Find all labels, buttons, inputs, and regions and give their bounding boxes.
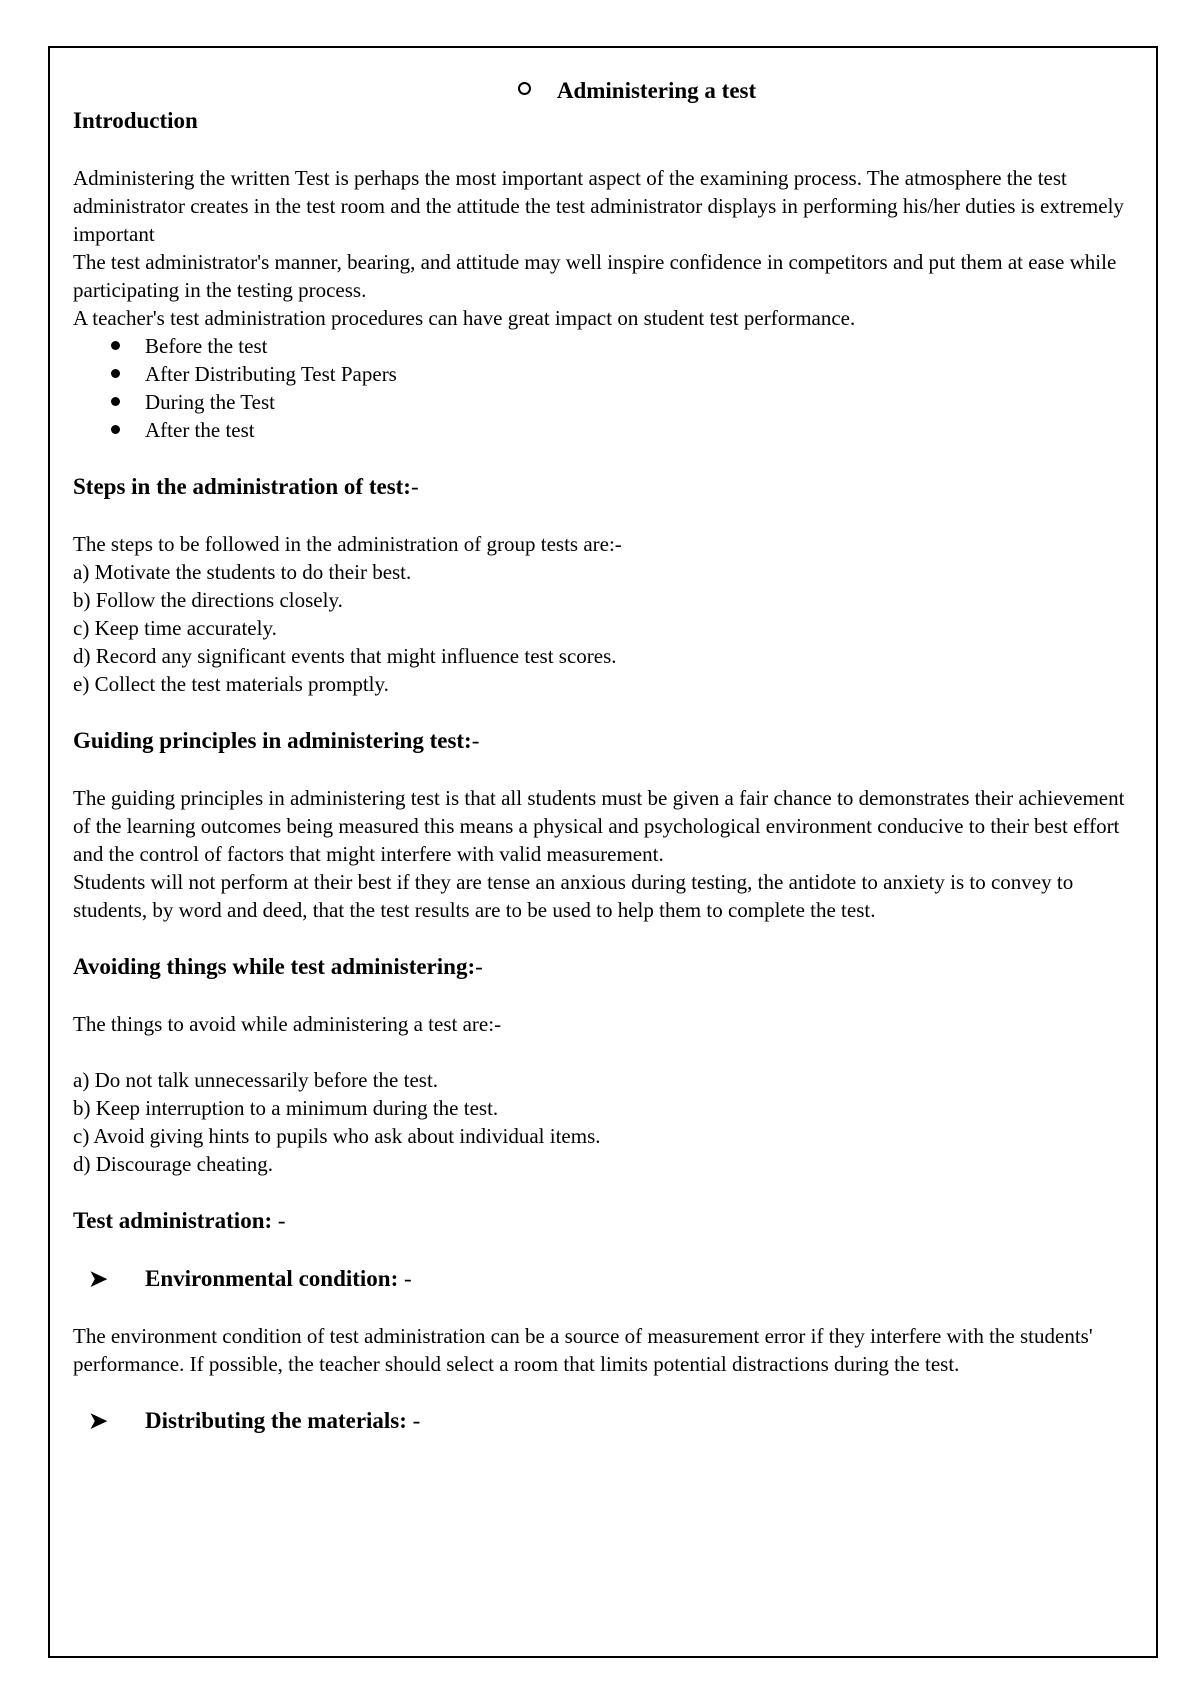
avoiding-heading: Avoiding things while test administering:- bbox=[73, 954, 483, 979]
guiding-paragraph-1: The guiding principles in administering test is that all students must be given a fair chance to demonstrates their achievement of the learning outcomes being measured this means a physical and psychological environment conducive to their best effort and the control of factors that might interfere with valid measurement. bbox=[73, 786, 1125, 866]
list-item: After the test bbox=[73, 416, 1141, 444]
steps-item: b) Follow the directions closely. bbox=[73, 588, 343, 612]
page-title-text: Administering a test bbox=[556, 78, 757, 103]
test-administration-heading: Test administration: - bbox=[73, 1208, 286, 1233]
distributing-materials-heading: ➤ Distributing the materials: - bbox=[73, 1406, 1141, 1436]
avoiding-intro: The things to avoid while administering a test are:- bbox=[73, 1012, 502, 1036]
steps-item: c) Keep time accurately. bbox=[73, 616, 277, 640]
list-item: Before the test bbox=[73, 332, 1141, 360]
arrowhead-bullet-icon: ➤ bbox=[89, 1266, 108, 1291]
bullet-icon bbox=[111, 397, 120, 406]
hollow-circle-bullet-icon bbox=[518, 82, 531, 95]
steps-item: e) Collect the test materials promptly. bbox=[73, 672, 389, 696]
bullet-icon bbox=[111, 425, 120, 434]
steps-heading: Steps in the administration of test:- bbox=[73, 474, 419, 499]
bullet-icon bbox=[111, 369, 120, 378]
introduction-paragraph-3: A teacher's test administration procedures can have great impact on student test performance. bbox=[73, 306, 856, 330]
guiding-heading: Guiding principles in administering test:- bbox=[73, 728, 480, 753]
list-item: After Distributing Test Papers bbox=[73, 360, 1141, 388]
list-item: During the Test bbox=[73, 388, 1141, 416]
introduction-heading: Introduction bbox=[73, 108, 198, 133]
avoiding-item: c) Avoid giving hints to pupils who ask about individual items. bbox=[73, 1124, 601, 1148]
steps-intro: The steps to be followed in the administration of group tests are:- bbox=[73, 532, 622, 556]
introduction-bullet-list bbox=[73, 332, 1141, 444]
page-title bbox=[73, 76, 1141, 106]
guiding-paragraph-2: Students will not perform at their best if they are tense an anxious during testing, the antidote to anxiety is to convey to students, by word and deed, that the test results are to be used to help them to complete the test. bbox=[73, 870, 1074, 922]
bullet-icon bbox=[111, 341, 120, 350]
document-content bbox=[73, 76, 1141, 1436]
introduction-paragraph-2: The test administrator's manner, bearing, and attitude may well inspire confidence in competitors and put them at ease while participating in the testing process. bbox=[73, 250, 1117, 302]
avoiding-item: d) Discourage cheating. bbox=[73, 1152, 274, 1176]
avoiding-item: a) Do not talk unnecessarily before the test. bbox=[73, 1068, 439, 1092]
environmental-condition-paragraph: The environment condition of test administration can be a source of measurement error if they interfere with the students' performance. If possible, the teacher should select a room that limits potential distractions during the test. bbox=[73, 1324, 1093, 1376]
avoiding-item: b) Keep interruption to a minimum during the test. bbox=[73, 1096, 499, 1120]
steps-item: d) Record any significant events that might influence test scores. bbox=[73, 644, 617, 668]
environmental-condition-heading: ➤ Environmental condition: - bbox=[73, 1264, 1141, 1294]
introduction-paragraph-1: Administering the written Test is perhaps the most important aspect of the examining process. The atmosphere the test administrator creates in the test room and the attitude the test administrator displays in performing his/her duties is extremely important bbox=[73, 166, 1124, 246]
arrowhead-bullet-icon: ➤ bbox=[89, 1408, 108, 1433]
steps-item: a) Motivate the students to do their best. bbox=[73, 560, 412, 584]
